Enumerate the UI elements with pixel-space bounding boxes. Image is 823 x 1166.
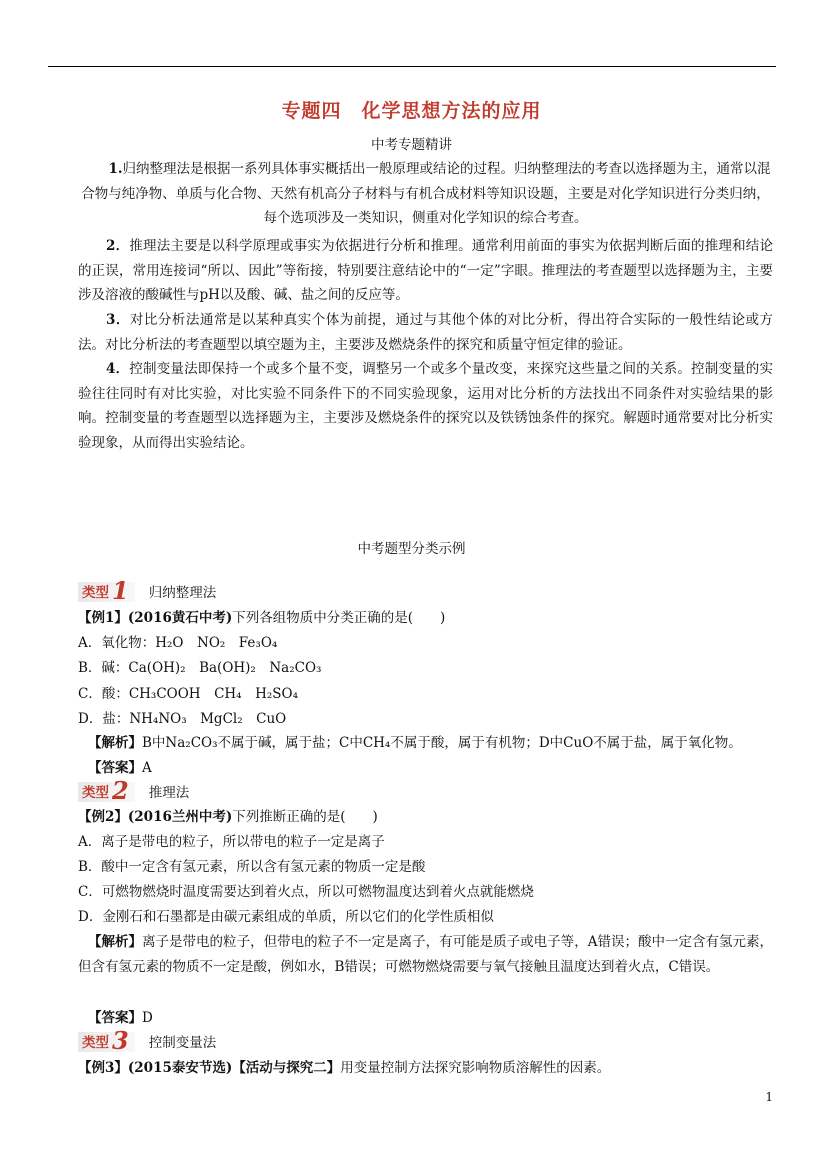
example-2-option-b: B．酸中一定含有氢元素，所以含有氢元素的物质一定是酸: [78, 859, 426, 875]
type-badge: 类型 2: [78, 782, 135, 802]
example-2-analysis: 【解析】离子是带电的粒子，但带电的粒子不一定是离子，有可能是质子或电子等，A错误；酸中一定含有氢元素，但含有氢元素的物质不一定是酸，例如水，B错误；可燃物燃烧需要与氧气接触且温度达到着火点，C错误。: [78, 934, 774, 975]
paragraph-2: [78, 234, 773, 308]
type-badge: 类型 1: [78, 582, 135, 602]
example-2-option-a: A．离子是带电的粒子，所以带电的粒子一定是离子: [78, 834, 385, 850]
example-1-analysis: 【解析】B中Na₂CO₃不属于碱，属于盐；C中CH₄不属于酸，属于有机物；D中CuO不属于盐，属于氧化物。: [88, 735, 742, 751]
paragraph-3: [78, 308, 773, 357]
paragraph-number: 2．: [106, 238, 130, 254]
paragraph-number: 4．: [106, 361, 130, 377]
example-2-option-c: C．可燃物燃烧时温度需要达到着火点，所以可燃物温度达到着火点就能燃烧: [78, 884, 534, 900]
type-name: 推理法: [148, 785, 190, 801]
header-rule: [48, 66, 776, 67]
type-3-header: [78, 1026, 217, 1055]
paragraph-text: 归纳整理法是根据一系列具体事实概括出一般原理或结论的过程。归纳整理法的考查以选择题为主，通常以混合物与纯净物、单质与化合物、天然有机高分子材料与有机合成材料等知识设题，主要是对化学知识进行分类归纳，每个选项涉及一类知识，侧重对化学知识的综合考查。: [81, 161, 771, 226]
example-3-question: 【例3】(2015泰安节选)【活动与探究二】用变量控制方法探究影响物质溶解性的因素。: [78, 1060, 611, 1076]
example-1-answer: 【答案】A: [88, 760, 152, 776]
paragraph-number: 1.: [108, 161, 123, 177]
example-1-option-b: B．碱：Ca(OH)₂ Ba(OH)₂ Na₂CO₃: [78, 660, 322, 676]
example-1-option-c: C．酸：CH₃COOH CH₄ H₂SO₄: [78, 686, 299, 702]
type-name: 归纳整理法: [148, 585, 217, 601]
paragraph-text: 对比分析法通常是以某种真实个体为前提，通过与其他个体的对比分析，得出符合实际的一般性结论或方法。对比分析法的考查题型以填空题为主，主要涉及燃烧条件的探究和质量守恒定律的验证。: [78, 312, 774, 353]
type-badge: 类型 3: [78, 1032, 135, 1052]
page-title: 专题四 化学思想方法的应用: [281, 100, 542, 122]
page-number: 1: [765, 1090, 773, 1104]
paragraph-number: 3．: [106, 312, 130, 328]
example-1-option-a: A．氧化物：H₂O NO₂ Fe₃O₄: [78, 635, 278, 651]
paragraph-1: [78, 157, 773, 231]
type-2-header: [78, 776, 190, 805]
example-2-answer: 【答案】D: [88, 1010, 153, 1026]
type-number: 3: [112, 1026, 129, 1055]
type-name: 控制变量法: [148, 1035, 217, 1051]
type-number: 1: [112, 576, 129, 605]
example-1-option-d: D．盐：NH₄NO₃ MgCl₂ CuO: [78, 711, 287, 727]
type-number: 2: [112, 776, 129, 805]
example-2-question: 【例2】(2016兰州中考)下列推断正确的是( ): [78, 809, 378, 825]
section-heading-lecture: 中考专题精讲: [371, 137, 452, 153]
example-1-question: 【例1】(2016黄石中考)下列各组物质中分类正确的是( ): [78, 610, 446, 626]
paragraph-4: [78, 357, 773, 455]
type-1-header: [78, 576, 217, 605]
paragraph-text: 控制变量法即保持一个或多个量不变，调整另一个或多个量改变，来探究这些量之间的关系。控制变量的实验往往同时有对比实验，对比实验不同条件下的不同实验现象，运用对比分析的方法找出不同条件对实验结果的影响。控制变量的考查题型以选择题为主，主要涉及燃烧条件的探究以及铁锈蚀条件的探究。解题时通常要对比分析实验现象，从而得出实验结论。: [78, 361, 773, 451]
section-heading-examples: 中考题型分类示例: [357, 541, 466, 557]
paragraph-text: 推理法主要是以科学原理或事实为依据进行分析和推理。通常利用前面的事实为依据判断后面的推理和结论的正误，常用连接词“所以、因此”等衔接，特别要注意结论中的“一定”字眼。推理法的考查题型以选择题为主，主要涉及溶液的酸碱性与pH以及酸、碱、盐之间的反应等。: [78, 238, 773, 303]
example-2-option-d: D．金刚石和石墨都是由碳元素组成的单质，所以它们的化学性质相似: [78, 909, 494, 925]
